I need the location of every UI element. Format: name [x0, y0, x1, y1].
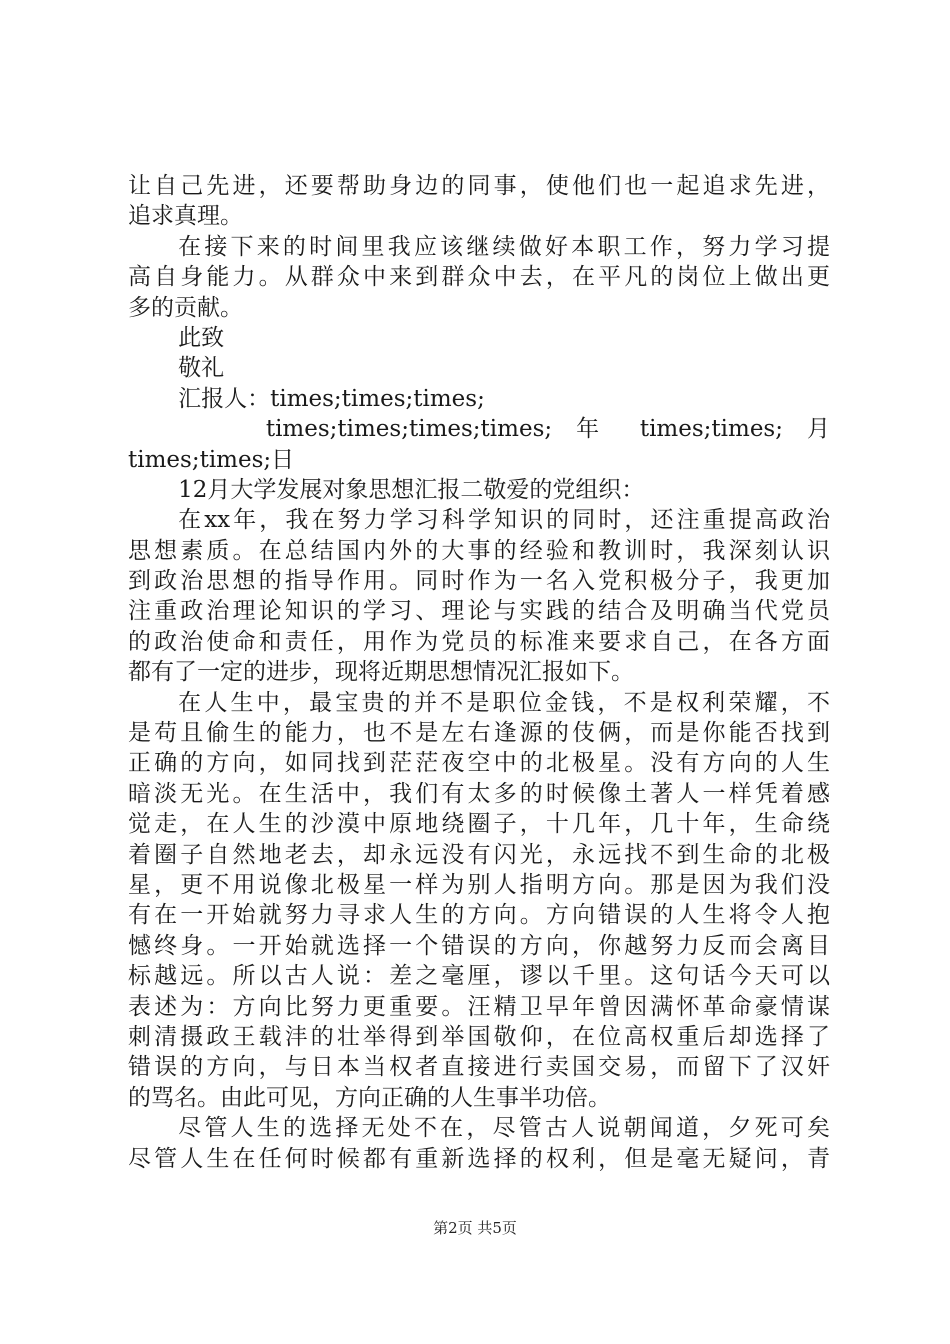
text-line: 思想素质。在总结国内外的大事的经验和教训时，我深刻认识	[128, 537, 830, 564]
text-line: 觉走，在人生的沙漠中原地绕圈子，十几年，几十年，生命绕	[128, 811, 830, 838]
text-line: 有在一开始就努力寻求人生的方向。方向错误的人生将令人抱	[128, 902, 830, 929]
text-line: 此致	[178, 324, 225, 351]
text-line: 错误的方向，与日本当权者直接进行卖国交易，而留下了汉奸	[128, 1054, 830, 1081]
text-line: 标越远。所以古人说：差之毫厘，谬以千里。这句话今天可以	[128, 963, 830, 990]
text-line: 着圈子自然地老去，却永远没有闪光，永远找不到生命的北极	[128, 841, 830, 868]
text-line: 是苟且偷生的能力，也不是左右逢源的伎俩，而是你能否找到	[128, 720, 830, 747]
text-line: 让自己先进，还要帮助身边的同事，使他们也一起追求先进，	[128, 173, 830, 199]
page-footer: 第2页 共5页	[433, 1219, 517, 1237]
text-line: 追求真理。	[128, 203, 243, 230]
text-line: 12月大学发展对象思想汇报二敬爱的党组织：	[178, 476, 645, 503]
text-line: 敬礼	[178, 355, 225, 382]
text-line: 刺清摄政王载沣的壮举得到举国敬仰，在位高权重后却选择了	[128, 1023, 830, 1050]
text-line: 多的贡献。	[128, 294, 243, 321]
text-line: 表述为：方向比努力更重要。汪精卫早年曾因满怀革命豪情谋	[128, 993, 830, 1020]
text-line: 注重政治理论知识的学习、理论与实践的结合及明确当代党员	[128, 598, 830, 625]
text-line: 憾终身。一开始就选择一个错误的方向，你越努力反而会离目	[128, 932, 830, 959]
text-line: 在xx年，我在努力学习科学知识的同时，还注重提高政治	[178, 507, 830, 534]
text-line: 正确的方向，如同找到茫茫夜空中的北极星。没有方向的人生	[128, 750, 830, 777]
text-line: 尽管人生在任何时候都有重新选择的权利，但是毫无疑问，青	[128, 1145, 830, 1172]
text-line: times;times;日	[128, 446, 295, 473]
text-line: 都有了一定的进步，现将近期思想情况汇报如下。	[128, 659, 634, 686]
text-line: 在人生中，最宝贵的并不是职位金钱，不是权利荣耀，不	[178, 689, 830, 716]
text-line: 暗淡无光。在生活中，我们有太多的时候像土著人一样凭着感	[128, 780, 830, 807]
text-line: 高自身能力。从群众中来到群众中去，在平凡的岗位上做出更	[128, 264, 830, 291]
text-line: times;times;times;times; 年 times;times; 月	[265, 416, 830, 443]
text-line: 汇报人：times;times;times;	[178, 385, 485, 412]
document-body	[128, 171, 830, 1174]
text-line: 的政治使命和责任，用作为党员的标准来要求自己，在各方面	[128, 628, 830, 655]
text-line: 到政治思想的指导作用。同时作为一名入党积极分子，我更加	[128, 568, 830, 595]
text-line: 的骂名。由此可见，方向正确的人生事半功倍。	[128, 1084, 611, 1111]
text-line: 尽管人生的选择无处不在，尽管古人说朝闻道，夕死可矣	[178, 1115, 830, 1142]
text-line: 星，更不用说像北极星一样为别人指明方向。那是因为我们没	[128, 871, 830, 898]
text-line: 在接下来的时间里我应该继续做好本职工作，努力学习提	[178, 233, 830, 260]
